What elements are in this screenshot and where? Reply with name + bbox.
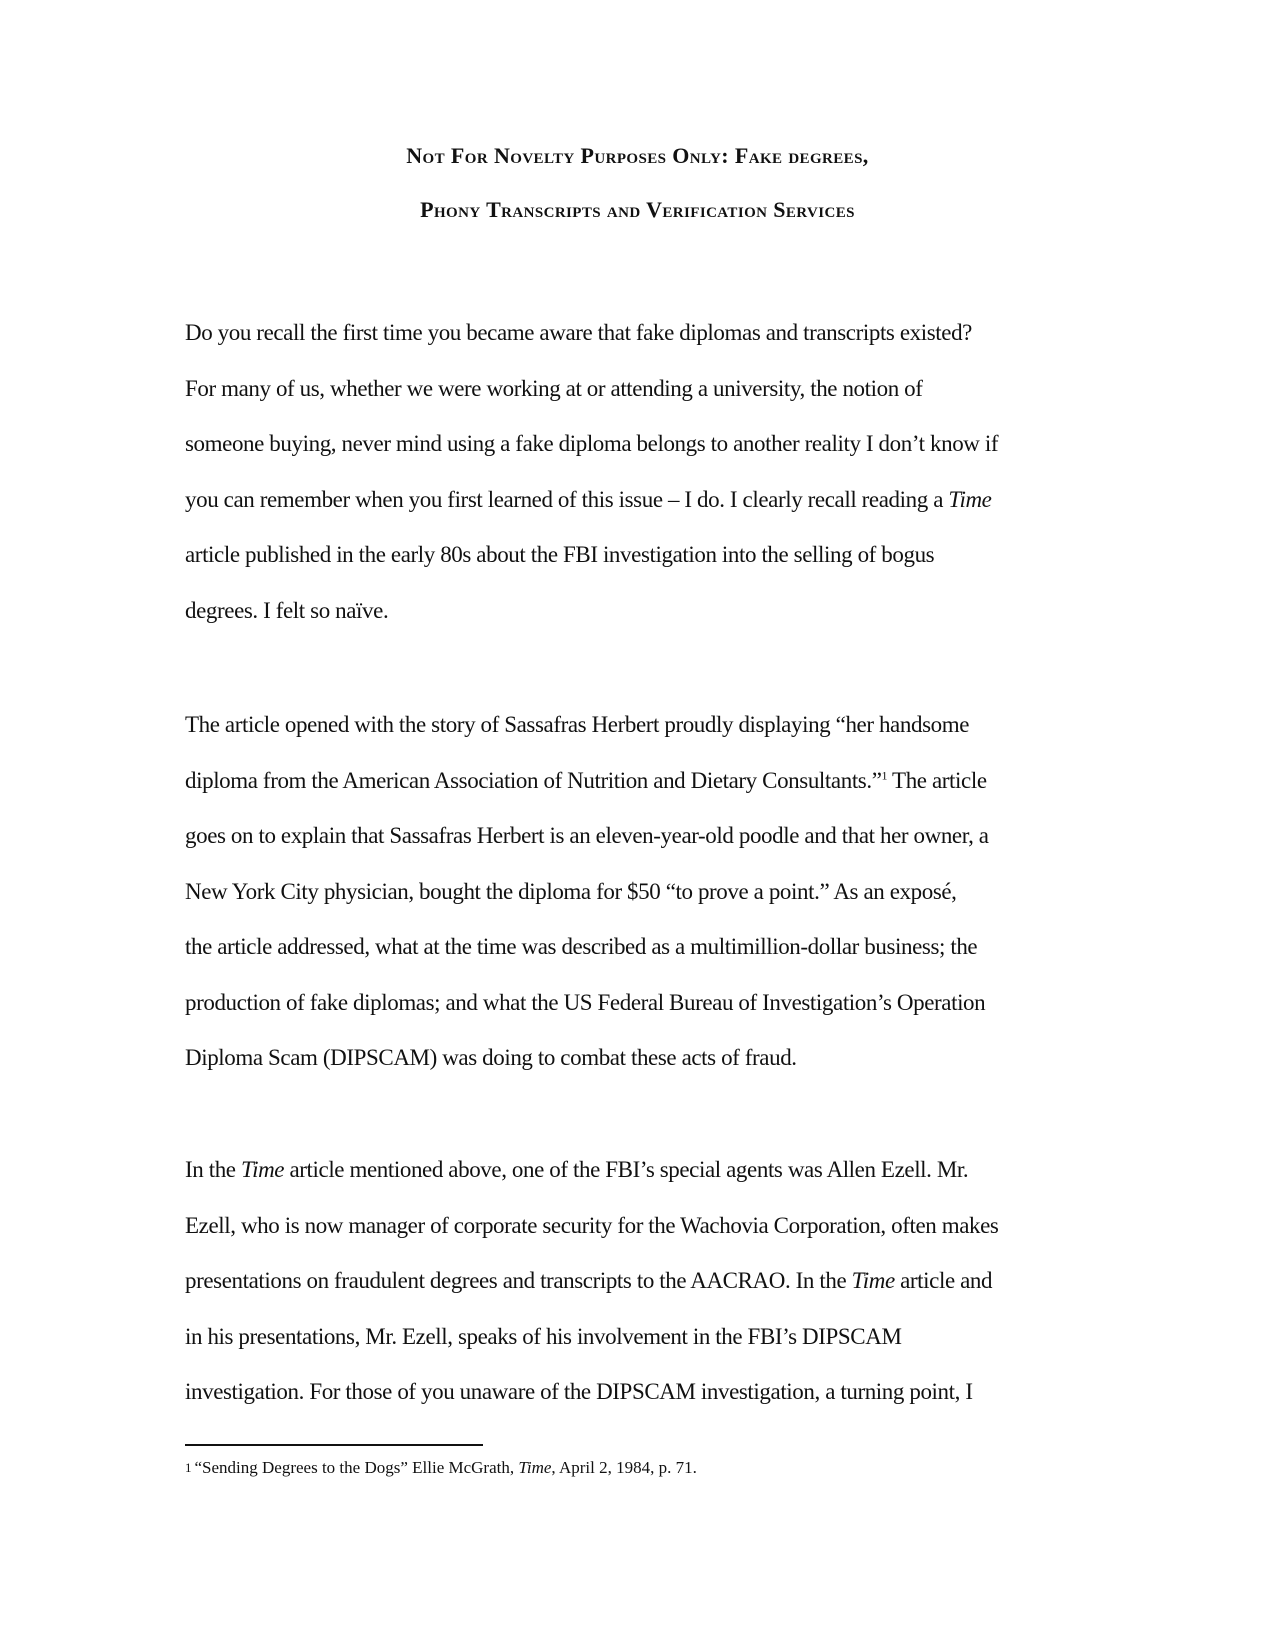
paragraph-line: someone buying, never mind using a fake diploma belongs to another reality I don’t know if <box>185 431 999 456</box>
publication-title: Time <box>851 1268 895 1293</box>
publication-title: Time <box>948 486 992 512</box>
paragraph-line: production of fake diplomas; and what the US Federal Bureau of Investigation’s Operation <box>185 989 986 1015</box>
paragraph-line: goes on to explain that Sassafras Herbert is an eleven-year-old poodle and that her owner, a <box>185 823 989 848</box>
text-run: article mentioned above, one of the FBI’s special agents was Allen Ezell. Mr. <box>284 1157 969 1182</box>
paragraph-line: The article opened with the story of Sassafras Herbert proudly displaying “her handsome <box>185 712 970 737</box>
footnote-reference[interactable]: 1 <box>881 767 888 782</box>
paragraph-line <box>185 1142 1090 1198</box>
publication-title: Time <box>518 1458 552 1477</box>
paragraph-line: Do you recall the first time you became aware that fake diplomas and transcripts existed? <box>185 320 972 345</box>
footnote-text: “Sending Degrees to the Dogs” Ellie McGrath, <box>194 1458 519 1477</box>
paragraph-line: Ezell, who is now manager of corporate security for the Wachovia Corporation, often makes <box>185 1212 999 1238</box>
paragraph-line <box>185 753 1090 809</box>
text-run: article and <box>894 1268 993 1293</box>
paragraph-line: Diploma Scam (DIPSCAM) was doing to combat these acts of fraud. <box>185 1045 797 1070</box>
footnote-divider <box>185 1444 483 1446</box>
paragraph-line <box>185 1253 1090 1309</box>
publication-title: Time <box>240 1157 285 1182</box>
paragraph-line: For many of us, whether we were working at or attending a university, the notion of <box>185 375 923 401</box>
text-run: diploma from the American Association of Nutrition and Dietary Consultants.” <box>185 767 882 793</box>
paragraph-3 <box>185 1142 1090 1420</box>
paragraph-line: degrees. I felt so naïve. <box>185 597 389 623</box>
footnote-number: 1 <box>185 1460 192 1475</box>
text-run: presentations on fraudulent degrees and transcripts to the AACRAO. In the <box>185 1268 852 1293</box>
text-run: In the <box>185 1157 241 1182</box>
paragraph-line: investigation. For those of you unaware of the DIPSCAM investigation, a turning point, I <box>185 1379 973 1404</box>
title-line-1: Not For Novelty Purposes Only: Fake degrees, <box>406 143 869 168</box>
paragraph-line <box>185 472 1090 528</box>
paragraph-line: article published in the early 80s about the FBI investigation into the selling of bogus <box>185 542 935 567</box>
footnote <box>185 1457 697 1479</box>
text-run: you can remember when you first learned of this issue – I do. I clearly recall reading a <box>185 486 949 512</box>
text-run: The article <box>887 767 987 793</box>
paragraph-1 <box>185 305 1090 638</box>
paragraph-line: New York City physician, bought the diploma for $50 “to prove a point.” As an exposé, <box>185 878 957 904</box>
paragraph-2 <box>185 697 1090 1086</box>
paragraph-line: the article addressed, what at the time was described as a multimillion-dollar business; the <box>185 934 978 959</box>
title-line-2: Phony Transcripts and Verification Services <box>420 197 855 222</box>
paragraph-line: in his presentations, Mr. Ezell, speaks of his involvement in the FBI’s DIPSCAM <box>185 1323 902 1349</box>
footnote-text: , April 2, 1984, p. 71. <box>551 1458 697 1477</box>
